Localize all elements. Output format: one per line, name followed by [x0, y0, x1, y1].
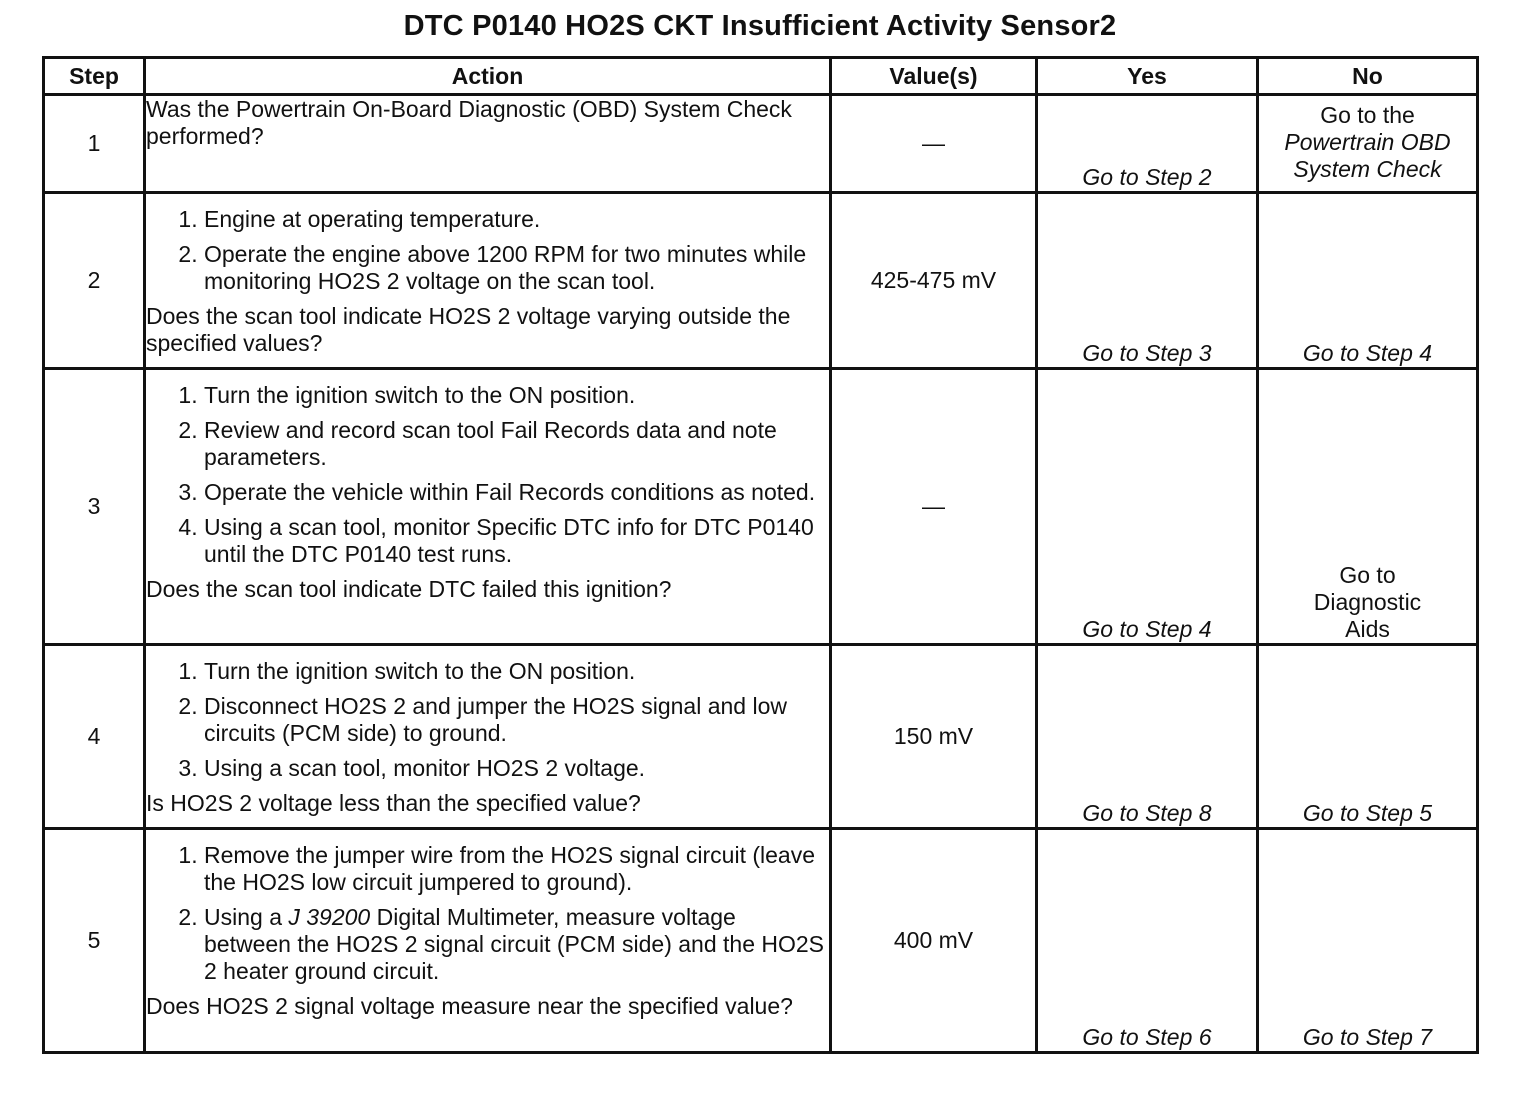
yes-link[interactable]: Go to Step 3: [1037, 193, 1258, 369]
header-action: Action: [145, 58, 831, 95]
no-link[interactable]: Go to Diagnostic Aids: [1258, 369, 1478, 645]
yes-link[interactable]: Go to Step 4: [1037, 369, 1258, 645]
table-row: [44, 193, 1478, 369]
action-step-item: 3. Using a scan tool, monitor HO2S 2 voltage.: [204, 755, 829, 782]
action-steps: [146, 658, 829, 782]
action-cell: [145, 645, 831, 829]
no-link[interactable]: Go to Step 7: [1258, 829, 1478, 1053]
action-question: Is HO2S 2 voltage less than the specified value?: [146, 790, 641, 816]
action-steps: [146, 206, 829, 295]
header-no: No: [1258, 58, 1478, 95]
action-question: Does HO2S 2 signal voltage measure near the specified value?: [146, 993, 793, 1019]
header-step: Step: [44, 58, 145, 95]
action-step-item: 2. Disconnect HO2S 2 and jumper the HO2S signal and low circuits (PCM side) to ground.: [204, 693, 829, 747]
action-step-item: 3. Operate the vehicle within Fail Records conditions as noted.: [204, 479, 829, 506]
step-number: 2: [44, 193, 145, 369]
action-cell: [145, 369, 831, 645]
yes-link[interactable]: Go to Step 6: [1037, 829, 1258, 1053]
header-row: [44, 58, 1478, 95]
value-cell: 150 mV: [831, 645, 1037, 829]
step-number: 4: [44, 645, 145, 829]
action-step-item: 1. Remove the jumper wire from the HO2S signal circuit (leave the HO2S low circuit jumpered to ground).: [204, 842, 829, 896]
action-steps: [146, 842, 829, 985]
action-steps: [146, 382, 829, 568]
value-cell: —: [831, 95, 1037, 193]
action-step-item: 2. Review and record scan tool Fail Records data and note parameters.: [204, 417, 829, 471]
action-cell: [145, 95, 831, 193]
table-row: [44, 95, 1478, 193]
step-number: 5: [44, 829, 145, 1053]
no-link[interactable]: Go to Step 4: [1258, 193, 1478, 369]
action-cell: [145, 829, 831, 1053]
action-step-item: 1. Turn the ignition switch to the ON position.: [204, 658, 829, 685]
action-step-item: 2. Operate the engine above 1200 RPM for two minutes while monitoring HO2S 2 voltage on the scan tool.: [204, 241, 829, 295]
action-question: Does the scan tool indicate DTC failed this ignition?: [146, 576, 672, 602]
yes-link[interactable]: Go to Step 8: [1037, 645, 1258, 829]
header-values: Value(s): [831, 58, 1037, 95]
value-cell: —: [831, 369, 1037, 645]
tool-reference: J 39200: [288, 904, 371, 930]
table-row: [44, 369, 1478, 645]
diagnostic-table: [42, 56, 1479, 1054]
yes-link[interactable]: Go to Step 2: [1037, 95, 1258, 193]
no-link-text: Go to the: [1320, 102, 1415, 128]
step-number: 3: [44, 369, 145, 645]
no-link[interactable]: [1258, 95, 1478, 193]
action-step-item: 1. Engine at operating temperature.: [204, 206, 829, 233]
action-question: Does the scan tool indicate HO2S 2 voltage varying outside the specified values?: [146, 303, 791, 356]
document-title: DTC P0140 HO2S CKT Insufficient Activity Sensor2: [403, 10, 1117, 42]
header-yes: Yes: [1037, 58, 1258, 95]
table-row: [44, 829, 1478, 1053]
no-link-procedure: Powertrain OBD System Check: [1284, 129, 1451, 182]
action-step-text: Digital Multimeter, measure voltage between the HO2S 2 signal circuit (PCM side) and the HO2S 2 heater ground circuit.: [204, 904, 825, 984]
action-question: Was the Powertrain On-Board Diagnostic (OBD) System Check performed?: [146, 96, 792, 149]
action-step-text: Using a: [204, 904, 289, 930]
action-step-item: [204, 904, 829, 985]
action-cell: [145, 193, 831, 369]
action-step-item: 1. Turn the ignition switch to the ON position.: [204, 382, 829, 409]
step-number: 1: [44, 95, 145, 193]
table-row: [44, 645, 1478, 829]
action-step-item: 4. Using a scan tool, monitor Specific DTC info for DTC P0140 until the DTC P0140 test runs.: [204, 514, 829, 568]
value-cell: 425-475 mV: [831, 193, 1037, 369]
no-link[interactable]: Go to Step 5: [1258, 645, 1478, 829]
value-cell: 400 mV: [831, 829, 1037, 1053]
